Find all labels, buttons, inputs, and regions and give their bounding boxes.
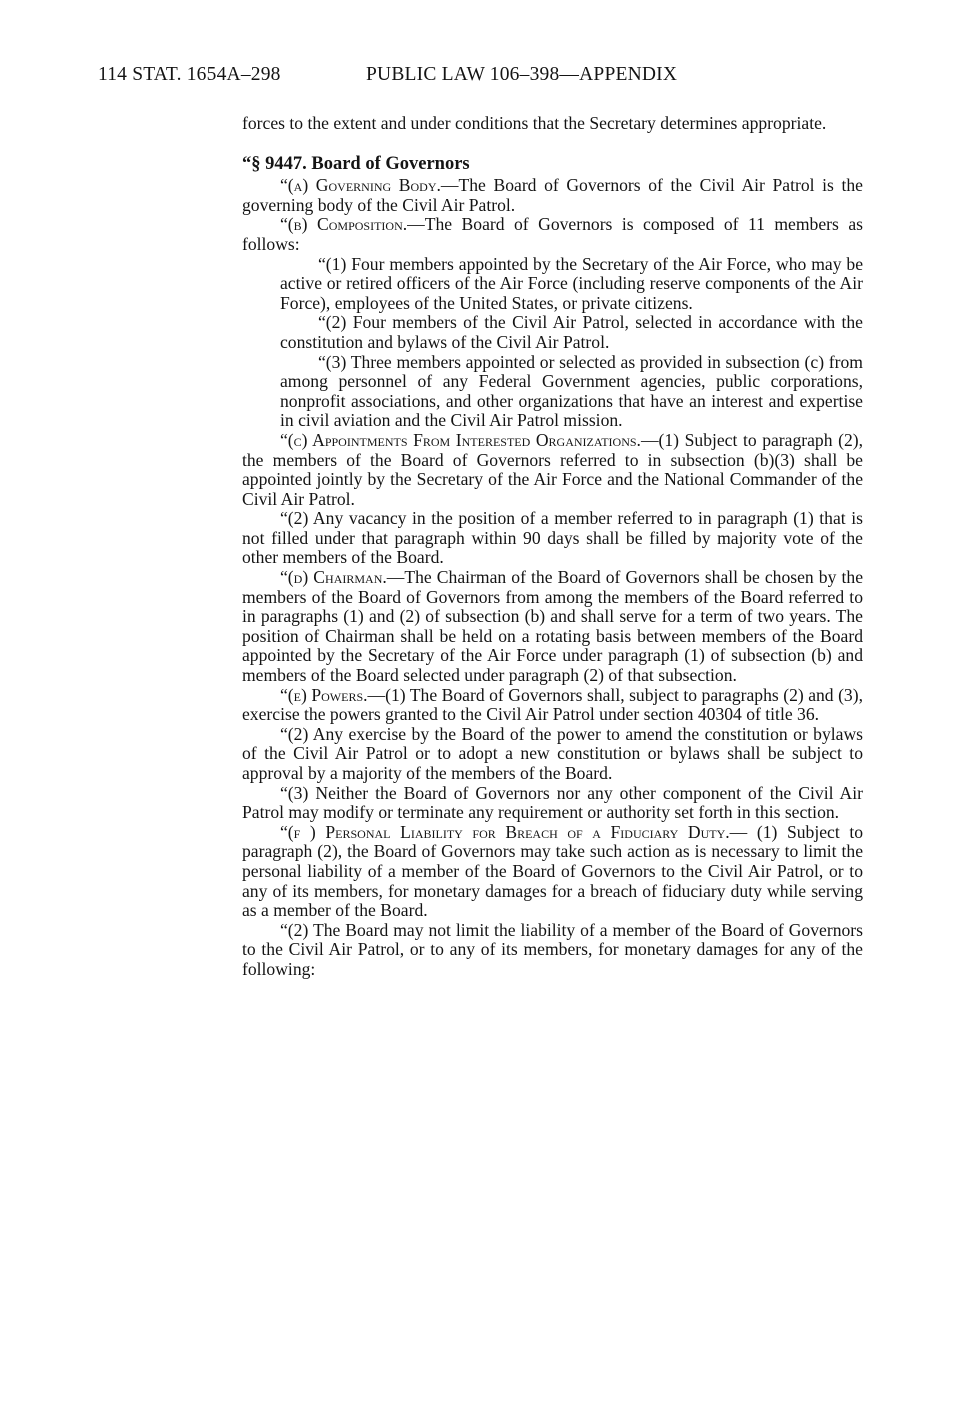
subsection-a-text: —The Board of Governors of the Civil Air Patrol is the governing body of the Civil Air Patrol. xyxy=(242,175,863,215)
paragraph-e3: “(3) Neither the Board of Governors nor any other component of the Civil Air Patrol may modify or terminate any requirement or authority set forth in this section. xyxy=(242,782,863,823)
paragraph-f2: “(2) The Board may not limit the liability of a member of the Board of Governors to the Civil Air Patrol, or to any of its members, for monetary damages for any of the following: xyxy=(242,919,863,979)
paragraph-b2: “(2) Four members of the Civil Air Patrol, selected in accordance with the constitution and bylaws of the Civil Air Patrol. xyxy=(280,312,863,352)
lead-in-paragraph: forces to the extent and under conditions that the Secretary determines appropriate. xyxy=(242,113,827,133)
subsection-e-text: —(1) The Board of Governors shall, subject to paragraphs (2) and (3), exercise the powers granted to the Civil Air Patrol under section 40304 of title 36. xyxy=(242,684,863,725)
subsection-f xyxy=(242,823,863,921)
statute-text xyxy=(242,114,863,980)
paragraph-b1: “(1) Four members appointed by the Secretary of the Air Force, who may be active or retired officers of the Air Force (including reserve components of the Air Force), employees of the United States, or private citizens. xyxy=(280,253,863,313)
subsection-b xyxy=(242,215,863,254)
subsection-a-heading: “(a) Governing Body. xyxy=(280,175,441,196)
subsection-f-text: — (1) Subject to paragraph (2), the Board of Governors may take such action as is necessary to limit the personal liability of a member of the Board of Governors to the Civil Air Patrol, or to any of its members, for monetary damages for a breach of fiduciary duty while serving as a member of the Board. xyxy=(242,821,864,921)
subsection-e-heading: “(e) Powers. xyxy=(280,684,368,705)
paragraph-c2: “(2) Any vacancy in the position of a member referred to in paragraph (1) that is not filled under that paragraph within 90 days shall be filled by majority vote of the other members of the Board. xyxy=(242,508,863,568)
subsection-f-heading: “(f ) Personal Liability for Breach of a Fiduciary Duty. xyxy=(280,821,730,842)
running-header xyxy=(98,64,878,86)
subsection-b-heading: “(b) Composition. xyxy=(280,214,408,235)
publication-title: PUBLIC LAW 106–398—APPENDIX xyxy=(366,64,678,85)
subsection-d-text: —The Chairman of the Board of Governors shall be chosen by the members of the Board of Governors from among the members of the Board referred to in paragraphs (1) and (2) of subsection (b) and shall serve for a term of two years. The position of Chairman shall be held on a rotating basis between members of the Board appointed by the Secretary of the Air Force under paragraph (1) of subsection (b) and members of the Board selected under paragraph (2) of that subsection. xyxy=(242,567,863,686)
subsection-a xyxy=(242,176,863,215)
page-reference: 114 STAT. 1654A–298 xyxy=(98,64,281,85)
subsection-e xyxy=(242,686,863,725)
paragraph-b3: “(3) Three members appointed or selected as provided in subsection (c) from among personnel of any Federal Government agencies, public corporations, nonprofit associations, and other organizations that have an interest and expertise in civil aviation and the Civil Air Patrol mission. xyxy=(280,351,863,431)
subsection-c xyxy=(242,431,863,509)
subsection-d xyxy=(242,568,863,686)
subsection-b-text: —The Board of Governors is composed of 11 members as follows: xyxy=(242,214,863,254)
subsection-c-text: —(1) Subject to paragraph (2), the members of the Board of Governors referred to in subsection (b)(3) shall be appointed jointly by the Secretary of the Air Force and the National Commander of the Civil Air Patrol. xyxy=(242,429,863,509)
section-heading: “§ 9447. Board of Governors xyxy=(242,153,470,174)
paragraph-e2: “(2) Any exercise by the Board of the power to amend the constitution or bylaws of the Civil Air Patrol or to adopt a new constitution or bylaws shall be subject to approval by a majority of the members of the Board. xyxy=(242,723,863,783)
subsection-c-heading: “(c) Appointments From Interested Organizations. xyxy=(280,429,641,450)
subsection-d-heading: “(d) Chairman. xyxy=(280,567,387,588)
